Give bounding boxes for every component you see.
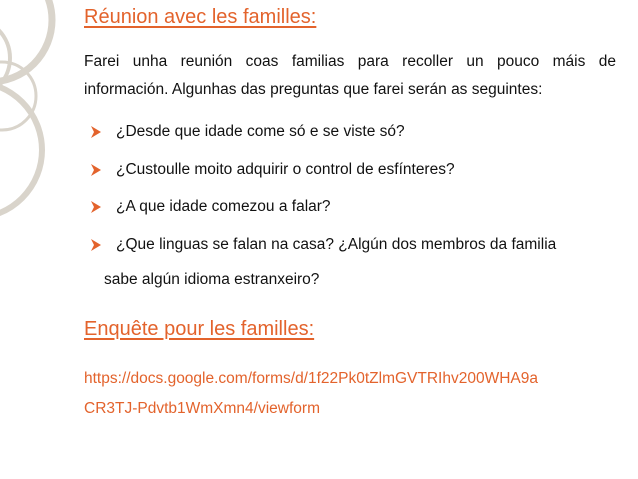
intro-paragraph xyxy=(84,48,616,104)
arrow-bullet-icon xyxy=(88,193,104,221)
arrow-bullet-icon xyxy=(88,231,104,259)
survey-link-line-1[interactable]: https://docs.google.com/forms/d/1f22Pk0tZlmGVTRIhv200WHA9a xyxy=(84,370,538,387)
survey-link-line-2[interactable]: CR3TJ-Pdvtb1WmXmn4/viewform xyxy=(84,400,320,417)
bullet-text-line-1: ¿Que linguas se falan na casa? ¿Algún dos membros da familia xyxy=(116,236,557,253)
arrow-bullet-icon xyxy=(88,118,104,146)
section-heading-meeting: Réunion avec les familles: xyxy=(84,6,317,28)
intro-line-2: información. Algunhas das preguntas que farei serán as seguintes: xyxy=(84,81,543,98)
bullet-text: ¿Desde que idade come só e se viste só? xyxy=(116,123,405,140)
bullet-text-line-2: sabe algún idioma estranxeiro? xyxy=(104,271,320,288)
section-heading-survey: Enquête pour les familles: xyxy=(84,318,315,340)
arrow-bullet-icon xyxy=(88,156,104,184)
bullet-text: ¿Custoulle moito adquirir o control de esfínteres? xyxy=(116,161,455,178)
intro-line-1: Farei unha reunión coas familias para recoller un pouco máis de xyxy=(84,53,616,70)
bullet-text: ¿A que idade comezou a falar? xyxy=(116,198,331,215)
decorative-circles xyxy=(0,0,80,479)
